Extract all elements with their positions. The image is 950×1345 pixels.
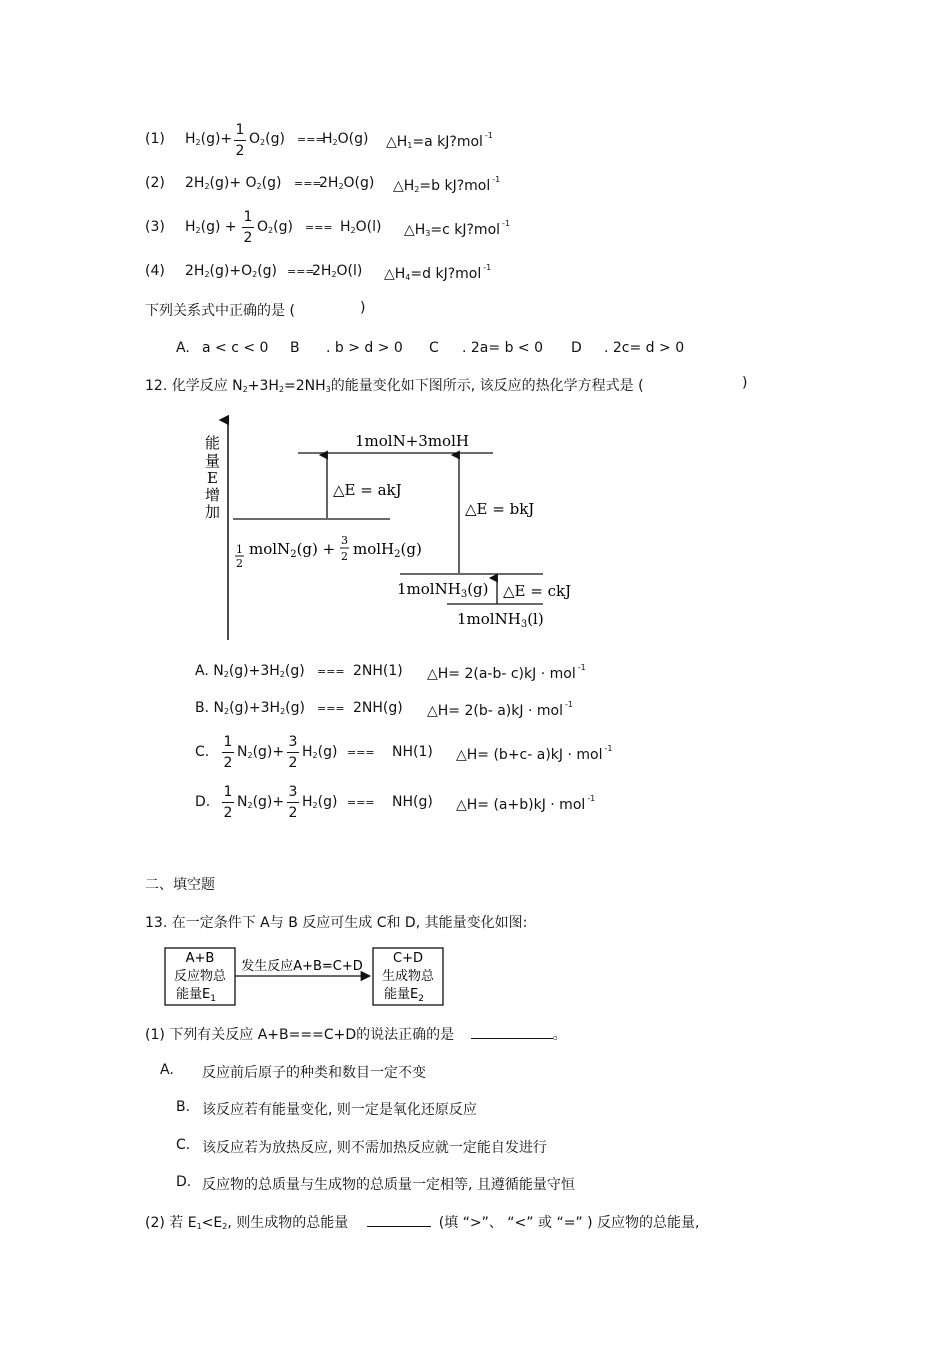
option-d-label: D. [195, 794, 211, 810]
eq-arrow: === [294, 177, 322, 190]
flow-diagram-svg [164, 946, 446, 1008]
frac-half-num: 1 [236, 543, 243, 556]
box-right-line1: C+D [393, 951, 423, 966]
option-a-reactants: A. $N_2(g)+3H_2(g)$ [195, 663, 305, 679]
frac-3-den: 2 [341, 550, 348, 563]
y-axis-label-1: 能 [205, 434, 221, 452]
box-left-line3: 能量$E_1$ [176, 987, 216, 1004]
fraction-three-halves: 3 2 [288, 734, 298, 771]
option-b-text: . b > d > 0 [326, 340, 403, 356]
eq-lhs: $H_2(g)+$ [185, 131, 233, 147]
energy-diagram-svg [195, 410, 595, 645]
label-dE-b: △E = bkJ [465, 500, 535, 518]
q12-stem-close: ) [742, 375, 748, 391]
fraction-half: 1 2 [235, 122, 245, 159]
answer-blank-2[interactable] [367, 1214, 431, 1227]
eq-arrow: === [317, 665, 345, 678]
eq-rhs: $H_2O(l)$ [340, 219, 382, 235]
flow-arrow-label: 发生反应A+B=C+D [241, 959, 363, 974]
eq-arrow: === [305, 221, 333, 234]
y-axis-label-3: E [207, 469, 218, 487]
choice-a-text: 反应前后原子的种类和数目一定不变 [202, 1065, 426, 1081]
eq-lhs: $H_2(g)$ + [185, 219, 237, 235]
q13-sub1: (1) 下列有关反应 A+B===C+D的说法正确的是 。 [145, 1027, 567, 1043]
option-c-n2: $N_2(g)+$ [237, 744, 285, 760]
eq-number: (4) [145, 263, 165, 279]
q13-flow-diagram [164, 946, 446, 1008]
q11-stem-close: ) [360, 300, 366, 316]
q13-sub2: (2) 若 $E_1<E_2$, 则生成物的总能量 (填 “>”、 “<” 或 “=” ) 反应物的总能量, [145, 1215, 700, 1231]
option-a-label[interactable]: A. [176, 340, 190, 356]
option-b-reactants: B. $N_2(g)+3H_2(g)$ [195, 700, 305, 716]
energy-diagram [195, 410, 595, 645]
label-top-level: 1molN+3molH [355, 432, 469, 450]
q13-stem: 13. 在一定条件下 A与 B 反应可生成 C和 D, 其能量变化如图: [145, 915, 528, 931]
eq-rhs: $H_2O(g)$ [322, 131, 369, 147]
label-h2: molH$_2$(g) [353, 540, 422, 560]
label-dE-a: △E = akJ [333, 481, 402, 499]
option-d-label[interactable]: D [571, 340, 582, 356]
label-nh3-liquid: 1molNH$_3$(l) [457, 610, 544, 630]
box-right-line3: 能量$E_2$ [384, 987, 424, 1004]
eq-oxygen: $O_2(g)$ [257, 219, 293, 235]
eq-number: (2) [145, 175, 165, 191]
option-a-product: 2NH(1) [353, 663, 403, 679]
label-n2: molN$_2$(g) + [249, 540, 336, 560]
eq-enthalpy: $\triangle H_2=b$ kJ?mol $^{-1}$ [393, 175, 501, 194]
option-d-n2: $N_2(g)+$ [237, 794, 285, 810]
eq-arrow: === [317, 702, 345, 715]
y-axis-label-4: 增 [205, 486, 221, 504]
option-d-h2: $H_2(g)$ [302, 794, 338, 810]
option-c-label[interactable]: C [429, 340, 439, 356]
y-axis-label-2: 量 [205, 452, 221, 470]
eq-oxygen: $O_2(g)$ [249, 131, 285, 147]
y-axis-label-5: 加 [205, 503, 221, 521]
box-right-line2: 生成物总 [381, 969, 435, 984]
choice-b-text: 该反应若有能量变化, 则一定是氧化还原反应 [202, 1102, 477, 1118]
option-d-product: NH(g) [392, 794, 433, 810]
q11-stem: 下列关系式中正确的是 ( [145, 303, 295, 319]
option-c-text: . 2a= b < 0 [462, 340, 543, 356]
eq-enthalpy: $\triangle H_4=d$ kJ?mol $^{-1}$ [384, 263, 492, 282]
choice-b-label: B. [176, 1099, 191, 1115]
eq-arrow: === [297, 133, 325, 146]
choice-c-label: C. [176, 1137, 191, 1153]
section-title: 二、填空题 [145, 877, 215, 893]
eq-arrow: === [347, 746, 375, 759]
eq-rhs: $2H_2O(g)$ [319, 175, 375, 191]
choice-d-text: 反应物的总质量与生成物的总质量一定相等, 且遵循能量守恒 [202, 1177, 575, 1193]
eq-enthalpy: $\triangle H_1=a$ kJ?mol $^{-1}$ [386, 131, 493, 150]
fraction-three-halves: 3 2 [288, 784, 298, 821]
eq-lhs: $2H_2(g)+ O_2(g)$ [185, 175, 282, 191]
eq-lhs: $2H_2(g)+O_2(g)$ [185, 263, 277, 279]
option-d-text: . 2c= d > 0 [604, 340, 685, 356]
option-c-h2: $H_2(g)$ [302, 744, 338, 760]
option-b-product: 2NH(g) [353, 700, 403, 716]
option-d-enthalpy: △H= (a+b)kJ · mol $^{-1}$ [456, 794, 596, 813]
frac-half-den: 2 [236, 557, 243, 570]
eq-arrow: === [347, 796, 375, 809]
q12-stem: 12. 化学反应 $N_2+3H_2=2NH_3$的能量变化如下图所示, 该反应的热化学方程式是 ( [145, 378, 644, 394]
eq-rhs: $2H_2O(l)$ [312, 263, 363, 279]
box-left-line1: A+B [185, 951, 215, 966]
fraction-half: 1 2 [223, 784, 233, 821]
eq-arrow: === [287, 265, 315, 278]
fraction-half: 1 2 [223, 734, 233, 771]
frac-3-num: 3 [341, 534, 348, 547]
eq-enthalpy: $\triangle H_3=c$ kJ?mol $^{-1}$ [404, 219, 511, 238]
eq-number: (1) [145, 131, 165, 147]
choice-c-text: 该反应若为放热反应, 则不需加热反应就一定能自发进行 [202, 1140, 547, 1156]
box-left-line2: 反应物总 [173, 969, 227, 984]
option-c-enthalpy: △H= (b+c- a)kJ · mol $^{-1}$ [456, 744, 613, 763]
option-c-product: NH(1) [392, 744, 433, 760]
answer-blank-1[interactable] [471, 1026, 553, 1039]
option-c-label: C. [195, 744, 210, 760]
option-a-text: a < c < 0 [202, 340, 269, 356]
fraction-half: 1 2 [243, 209, 253, 246]
option-a-enthalpy: △H= 2(a-b- c)kJ · mol $^{-1}$ [427, 663, 586, 682]
option-b-enthalpy: △H= 2(b- a)kJ · mol $^{-1}$ [427, 700, 573, 719]
choice-d-label: D. [176, 1174, 192, 1190]
eq-number: (3) [145, 219, 165, 235]
option-b-label[interactable]: B [290, 340, 300, 356]
label-nh3-gas: 1molNH$_3$(g) [397, 580, 489, 600]
label-dE-c: △E = ckJ [503, 582, 572, 600]
choice-a-label: A. [160, 1062, 174, 1078]
